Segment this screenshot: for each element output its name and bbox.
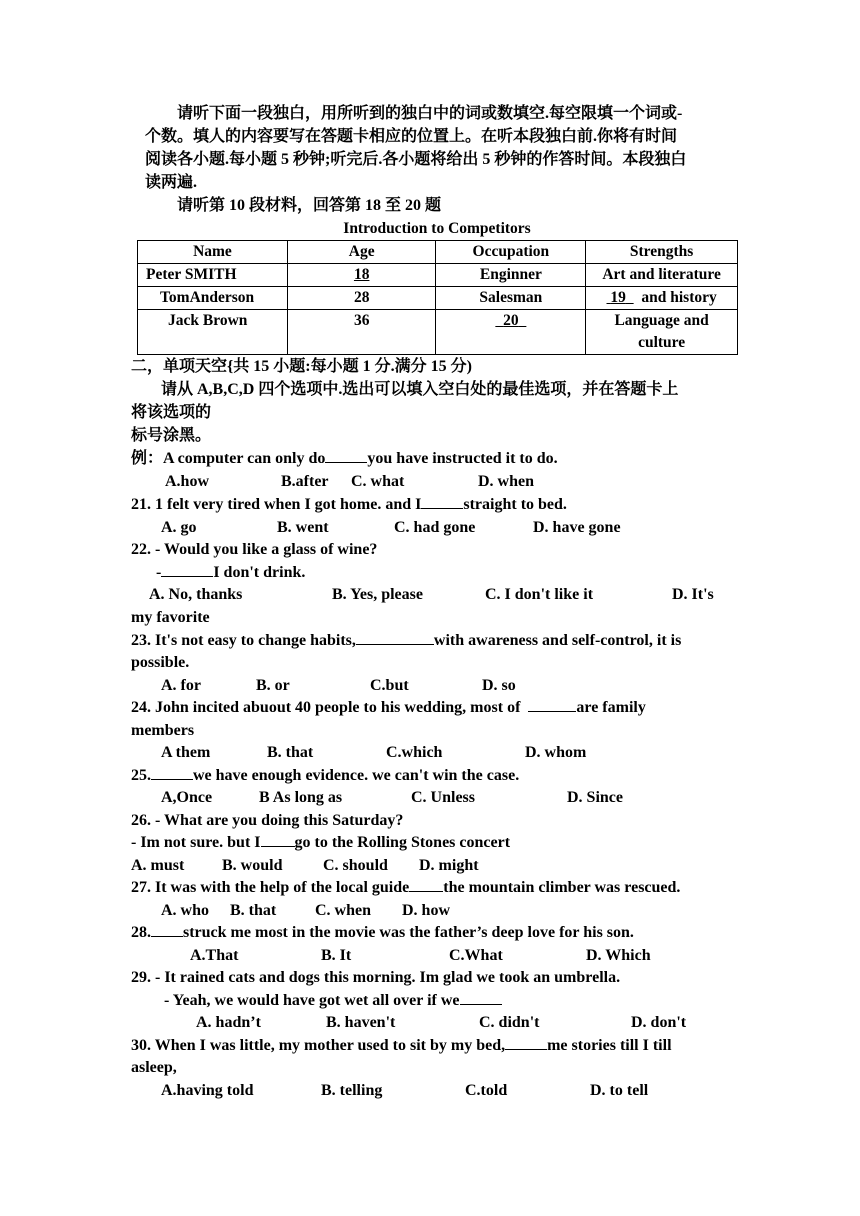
intro-line-5: 请听第 10 段材料，回答第 18 至 20 题 — [177, 197, 442, 214]
option-a: A,Once — [161, 789, 213, 806]
strength-line-1: Language and — [614, 312, 709, 329]
cell-age: 28 — [287, 287, 436, 310]
option-a: A. No, thanks — [149, 586, 243, 603]
question-27-stem: 27. It was with the help of the local guide the mountain climber was rescued. — [131, 879, 681, 896]
section-heading: 二，单项天空{共 15 小题:每小题 1 分.满分 15 分) — [131, 358, 472, 375]
strength-text: and history — [641, 289, 717, 306]
option-a: A them — [161, 744, 211, 761]
option-d: D. Since — [567, 789, 623, 806]
cell-name: Peter SMITH — [138, 264, 288, 287]
header-name: Name — [138, 241, 288, 264]
option-c: C. what — [351, 473, 405, 490]
question-26-stem: 26. - What are you doing this Saturday? — [131, 812, 404, 829]
option-c: C. had gone — [394, 519, 476, 536]
option-d: D. don't — [631, 1014, 687, 1031]
question-22-reply: - I don't drink. — [156, 564, 306, 581]
option-c: C. Unless — [411, 789, 476, 806]
option-a: A.how — [165, 473, 210, 490]
header-occupation: Occupation — [436, 241, 586, 264]
option-d: D. to tell — [590, 1082, 649, 1099]
option-d: D. how — [402, 902, 451, 919]
option-b: B. went — [277, 519, 329, 536]
question-26-reply: - Im not sure. but I go to the Rolling Stones concert — [131, 834, 511, 851]
option-a: A. must — [131, 857, 185, 874]
option-c: C.told — [465, 1082, 508, 1099]
question-23-stem-cont: possible. — [131, 654, 190, 671]
option-b: B. It — [321, 947, 352, 964]
question-22-stem: 22. - Would you like a glass of wine? — [131, 541, 378, 558]
option-c: C. didn't — [479, 1014, 540, 1031]
option-c: C. should — [323, 857, 388, 874]
answer-blank — [528, 697, 576, 712]
answer-blank — [325, 448, 367, 463]
table-title: Introduction to Competitors — [343, 220, 531, 237]
table-row — [138, 310, 738, 355]
example-stem: 例：A computer can only do you have instructed it to do. — [131, 450, 558, 467]
option-b: B. or — [256, 677, 290, 694]
answer-blank — [421, 494, 463, 509]
option-d: D. whom — [525, 744, 587, 761]
intro-line-1: 请听下面一段独白，用所听到的独白中的词或数填空.每空限填一个词或- — [177, 105, 683, 122]
option-b: B.after — [281, 473, 329, 490]
answer-blank — [356, 630, 434, 645]
cell-occupation — [436, 310, 586, 355]
option-c: C. when — [315, 902, 372, 919]
option-b: B. would — [222, 857, 283, 874]
strength-line-2: culture — [638, 334, 686, 351]
question-24-stem-cont: members — [131, 722, 195, 739]
header-strengths: Strengths — [586, 241, 738, 264]
question-22-options-cont: my favorite — [131, 609, 210, 626]
section-instruction-1: 请从 A,B,C,D 四个选项中.选出可以填入空白处的最佳选项，并在答题卡上 — [161, 381, 679, 398]
answer-blank — [409, 877, 443, 892]
answer-blank-20: 20 — [503, 312, 519, 329]
question-29-reply: - Yeah, we would have got wet all over if we — [164, 990, 764, 1013]
answer-blank — [460, 990, 502, 1005]
answer-blank — [505, 1035, 547, 1050]
cell-age — [287, 264, 436, 287]
option-d: D. might — [419, 857, 479, 874]
option-b: B. telling — [321, 1082, 383, 1099]
cell-strengths — [586, 310, 738, 355]
option-b: B. that — [230, 902, 277, 919]
option-d: D. have gone — [533, 519, 621, 536]
option-a: A. for — [161, 677, 201, 694]
option-b: B As long as — [259, 789, 343, 806]
option-a: A. go — [161, 519, 197, 536]
cell-age: 36 — [287, 310, 436, 355]
option-b: B. haven't — [326, 1014, 396, 1031]
answer-blank — [261, 832, 295, 847]
header-age: Age — [287, 241, 436, 264]
table-row — [138, 287, 738, 310]
intro-line-3: 阅读各小题.每小题 5 秒钟;听完后.各小题将给出 5 秒钟的作答时间。本段独白 — [145, 151, 687, 168]
option-d: D. It's — [672, 586, 714, 603]
table-header-row — [138, 241, 738, 264]
section-instruction-3: 标号涂黑。 — [131, 427, 212, 444]
option-a: A.That — [190, 947, 239, 964]
cell-name: TomAnderson — [138, 287, 288, 310]
option-a: A. who — [161, 902, 210, 919]
competitors-table — [137, 240, 738, 355]
question-29-stem: 29. - It rained cats and dogs this morning. Im glad we took an umbrella. — [131, 969, 621, 986]
option-c: C.What — [449, 947, 503, 964]
option-c: C.but — [370, 677, 409, 694]
answer-blank — [151, 922, 183, 937]
option-c: C.which — [386, 744, 443, 761]
option-d: D. Which — [586, 947, 651, 964]
option-d: D. so — [482, 677, 516, 694]
answer-blank: 18 — [353, 266, 370, 283]
option-a: A. hadn’t — [196, 1014, 261, 1031]
question-21-stem: 21. 1 felt very tired when I got home. and I straight to bed. — [131, 496, 567, 513]
question-28-stem: 28. struck me most in the movie was the father’s deep love for his son. — [131, 924, 634, 941]
question-25-stem: 25. we have enough evidence. we can't win the case. — [131, 767, 520, 784]
answer-blank-19: 19 — [610, 289, 626, 306]
question-23-stem: 23. It's not easy to change habits, with awareness and self-control, it is — [131, 632, 682, 649]
option-b: B. Yes, please — [332, 586, 423, 603]
cell-occupation: Salesman — [436, 287, 586, 310]
question-24-stem: 24. John incited abuout 40 people to his wedding, most of are family — [131, 699, 646, 716]
option-b: B. that — [267, 744, 314, 761]
question-30-stem-cont: asleep, — [131, 1059, 177, 1076]
cell-name: Jack Brown — [138, 310, 288, 355]
cell-strengths: Art and literature — [586, 264, 738, 287]
cell-strengths — [586, 287, 738, 310]
option-c: C. I don't like it — [485, 586, 594, 603]
answer-blank — [161, 562, 213, 577]
table-row — [138, 264, 738, 287]
intro-line-4: 读两遍. — [145, 174, 198, 191]
section-instruction-2: 将该选项的 — [131, 404, 212, 421]
option-a: A.having told — [161, 1082, 254, 1099]
cell-occupation: Enginner — [436, 264, 586, 287]
option-d: D. when — [478, 473, 535, 490]
answer-blank — [151, 765, 193, 780]
intro-line-2: 个数。填人的内容要写在答题卡相应的位置上。在听本段独白前.你将有时间 — [145, 128, 678, 145]
question-30-stem: 30. When I was little, my mother used to sit by my bed, me stories till I till — [131, 1037, 672, 1054]
